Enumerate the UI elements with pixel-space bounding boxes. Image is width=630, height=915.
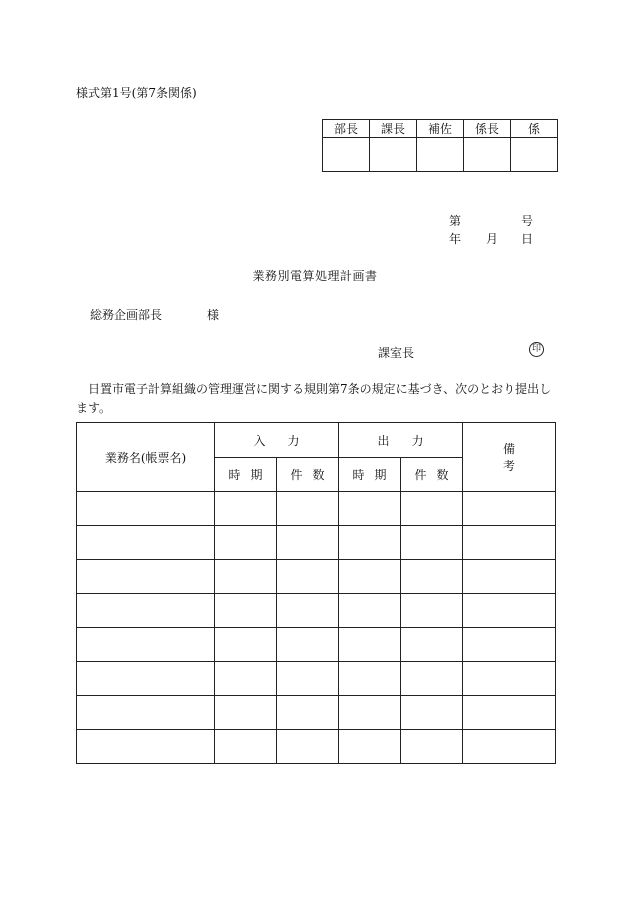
table-cell — [463, 696, 556, 730]
table-cell — [215, 696, 277, 730]
table-cell — [215, 526, 277, 560]
seal-mark-icon: 印 — [529, 342, 544, 357]
header-task-name: 業務名(帳票名) — [77, 423, 215, 492]
subheader-output-time: 時期 — [339, 458, 401, 492]
table-cell — [277, 492, 339, 526]
doc-number-go: 号 — [521, 214, 534, 228]
table-cell — [77, 594, 215, 628]
table-cell — [339, 696, 401, 730]
approval-stamp-box — [417, 138, 464, 172]
table-cell — [463, 560, 556, 594]
approval-header-row — [323, 120, 558, 138]
table-cell — [463, 730, 556, 764]
table-cell — [277, 662, 339, 696]
subheader-input-count: 件数 — [277, 458, 339, 492]
table-cell — [77, 526, 215, 560]
table-cell — [277, 696, 339, 730]
approval-header-kakari: 係 — [511, 120, 558, 138]
table-cell — [339, 594, 401, 628]
table-cell — [463, 662, 556, 696]
body-text: 日置市電子計算組織の管理運営に関する規則第7条の規定に基づき、次のとおり提出します。 — [76, 382, 552, 415]
sender-title: 課室長 — [378, 346, 415, 360]
addressee-name: 総務企画部長 — [90, 308, 163, 322]
approval-stamp-box — [323, 138, 370, 172]
table-cell — [77, 662, 215, 696]
table-cell — [339, 730, 401, 764]
table-cell — [401, 594, 463, 628]
table-cell — [77, 730, 215, 764]
table-cell — [339, 526, 401, 560]
approval-stamp-row — [323, 138, 558, 172]
table-cell — [215, 628, 277, 662]
table-cell — [401, 662, 463, 696]
table-row — [77, 492, 556, 526]
table-cell — [77, 628, 215, 662]
table-row — [77, 594, 556, 628]
doc-number-dai: 第 — [449, 214, 462, 228]
table-cell — [339, 560, 401, 594]
date-day: 日 — [521, 232, 534, 246]
approval-header-kacho: 課長 — [370, 120, 417, 138]
date-month: 月 — [486, 232, 499, 246]
table-cell — [401, 526, 463, 560]
approval-stamp-box — [464, 138, 511, 172]
table-cell — [401, 628, 463, 662]
table-cell — [215, 594, 277, 628]
table-cell — [401, 492, 463, 526]
approval-stamp-box — [511, 138, 558, 172]
document-title: 業務別電算処理計画書 — [252, 269, 378, 283]
table-cell — [277, 526, 339, 560]
table-cell — [339, 662, 401, 696]
table-cell — [277, 560, 339, 594]
table-cell — [77, 560, 215, 594]
table-cell — [401, 560, 463, 594]
table-cell — [215, 730, 277, 764]
table-cell — [463, 594, 556, 628]
header-input: 入力 — [215, 423, 339, 458]
form-number: 様式第1号(第7条関係) — [76, 86, 197, 100]
table-cell — [277, 730, 339, 764]
table-row — [77, 696, 556, 730]
subheader-input-time: 時期 — [215, 458, 277, 492]
table-cell — [77, 492, 215, 526]
addressee-honorific: 様 — [207, 308, 220, 322]
table-cell — [215, 560, 277, 594]
addressee — [90, 306, 220, 323]
plan-table — [76, 422, 556, 764]
table-cell — [215, 492, 277, 526]
table-cell — [463, 628, 556, 662]
table-cell — [401, 730, 463, 764]
table-row — [77, 628, 556, 662]
table-cell — [77, 696, 215, 730]
approval-header-kakaricho: 係長 — [464, 120, 511, 138]
table-row — [77, 560, 556, 594]
table-cell — [339, 492, 401, 526]
approval-header-hosa: 補佐 — [417, 120, 464, 138]
approval-stamp-box — [370, 138, 417, 172]
table-cell — [463, 492, 556, 526]
header-output: 出力 — [339, 423, 463, 458]
table-body — [77, 492, 556, 764]
subheader-output-count: 件数 — [401, 458, 463, 492]
table-row — [77, 662, 556, 696]
date-year: 年 — [449, 232, 462, 246]
table-cell — [463, 526, 556, 560]
table-cell — [401, 696, 463, 730]
table-header-row — [77, 423, 556, 458]
table-cell — [339, 628, 401, 662]
table-row — [77, 526, 556, 560]
header-remarks: 備考 — [463, 423, 556, 492]
table-row — [77, 730, 556, 764]
approval-header-bucho: 部長 — [323, 120, 370, 138]
table-cell — [215, 662, 277, 696]
approval-stamp-table — [322, 119, 558, 172]
table-cell — [277, 594, 339, 628]
table-cell — [277, 628, 339, 662]
